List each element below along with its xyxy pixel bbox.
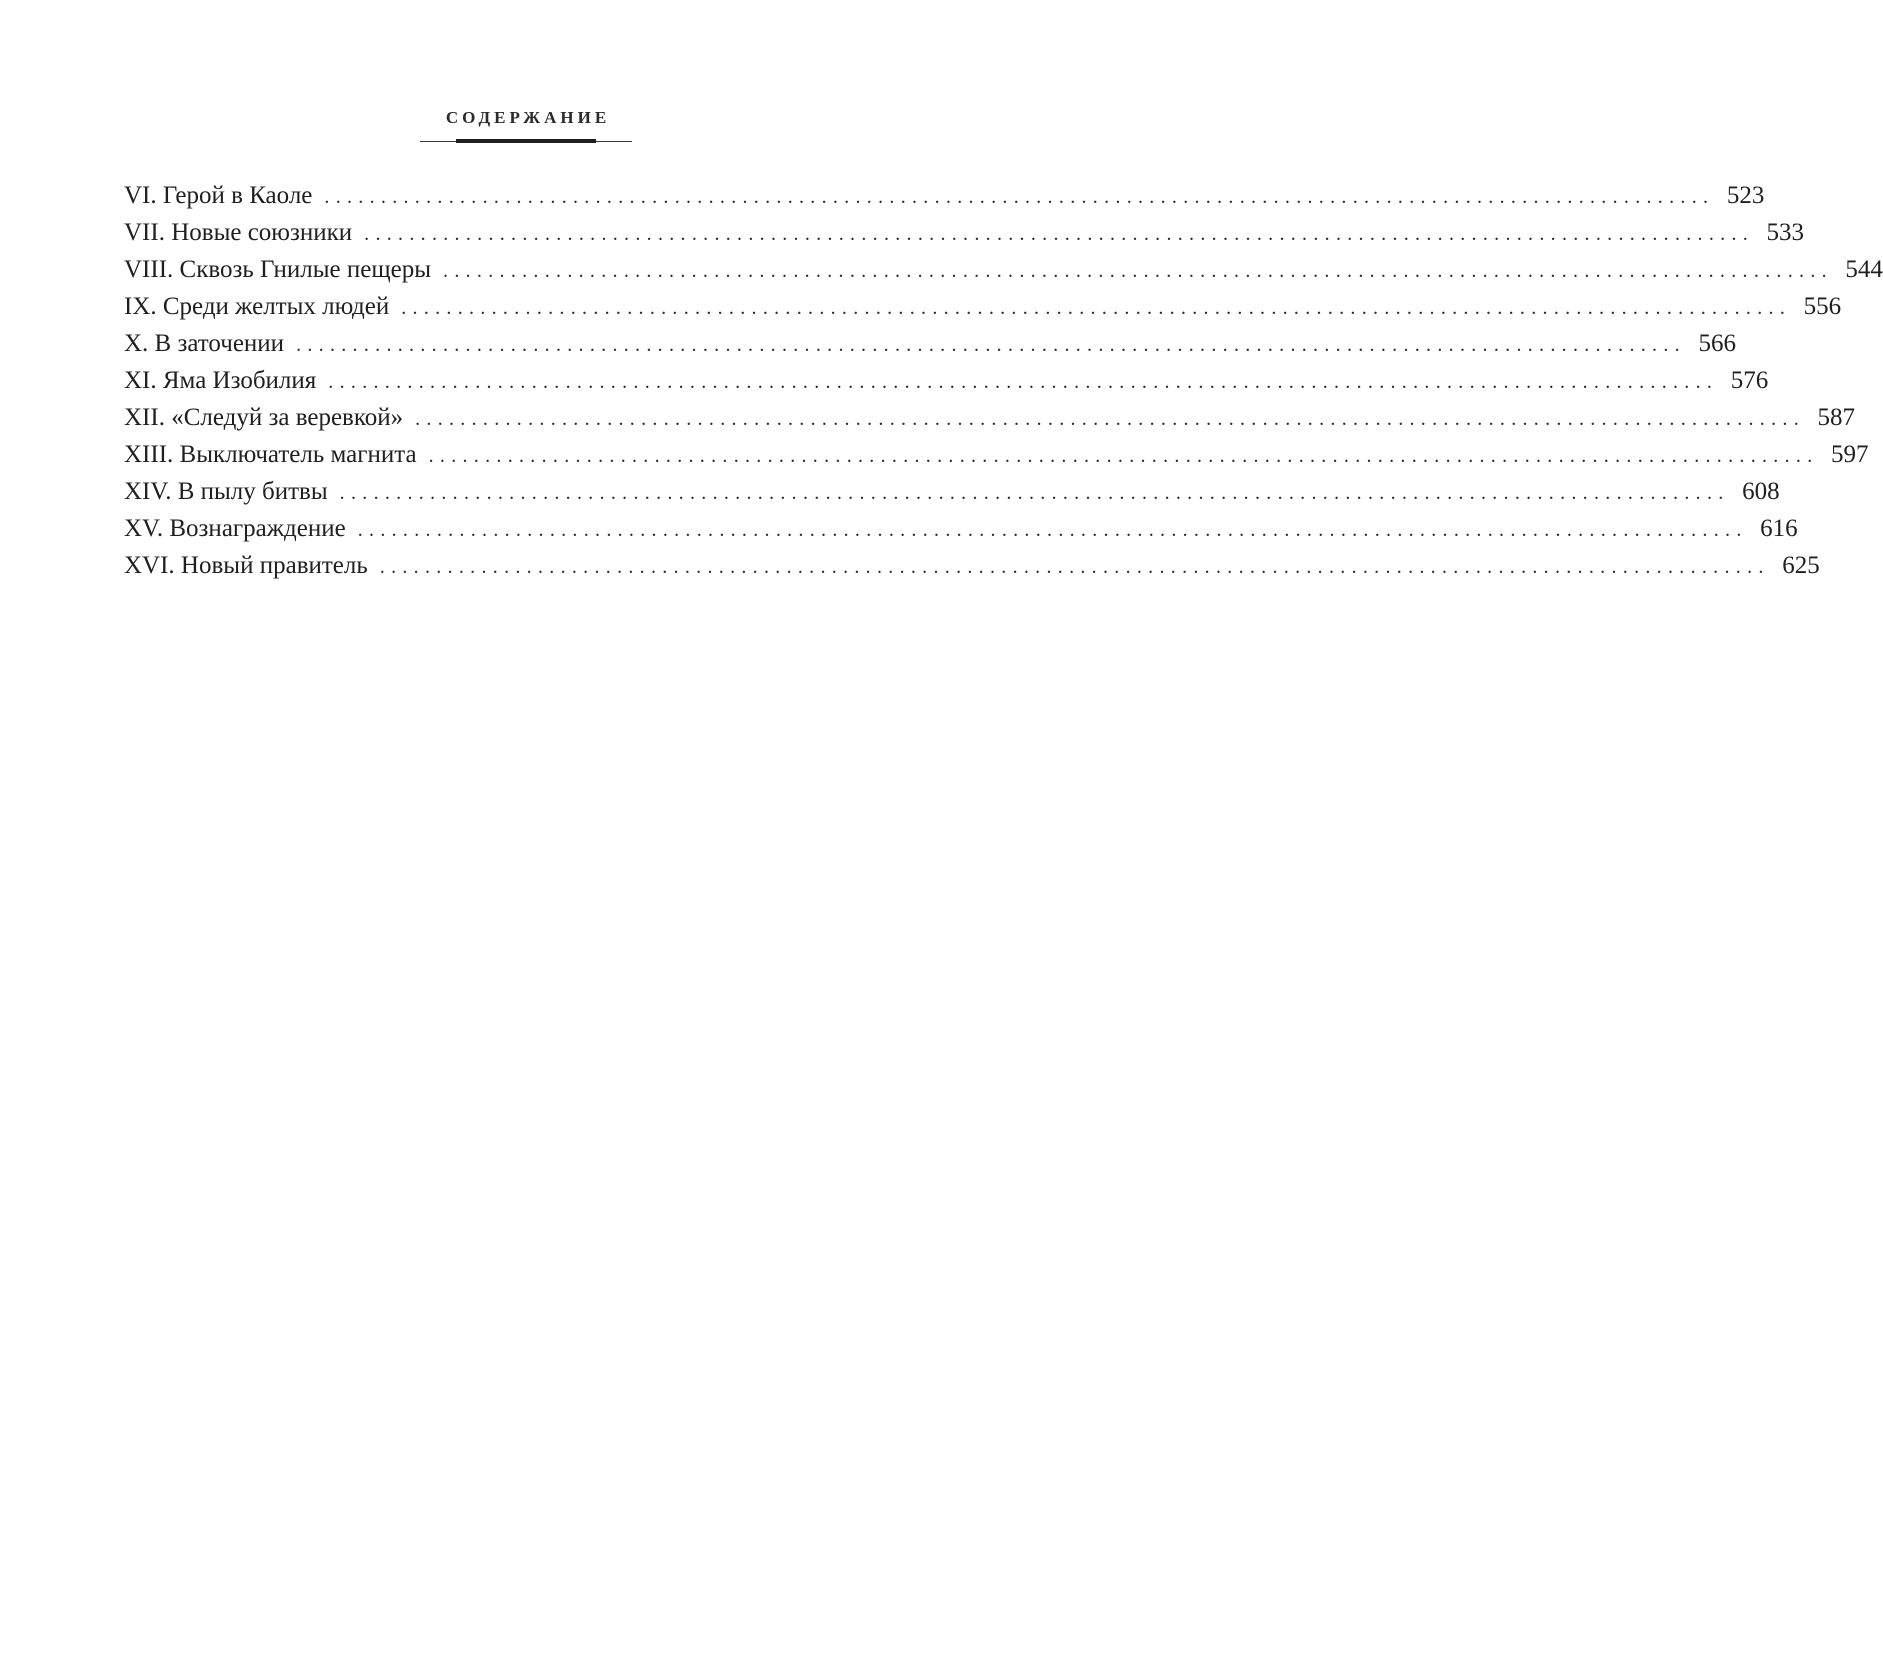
toc-entry-title: XII. «Следуй за веревкой» (124, 404, 404, 431)
toc-entry-title: XIII. Выключатель магнита (124, 441, 417, 468)
toc-entry-page: 566 (1698, 330, 1736, 357)
toc-entry-title: XV. Вознаграждение (124, 515, 346, 542)
toc-entry-page: 556 (1803, 293, 1842, 320)
toc-entry (124, 288, 1842, 325)
title-rule-thick-line (456, 139, 596, 143)
toc-entry-title: XIV. В пылу битвы (124, 478, 328, 505)
toc-dot-leader: ........................................................................................................................... (401, 297, 1792, 319)
toc-entry-title: VII. Новые союзники (124, 219, 353, 246)
toc-dot-leader: ........................................................................................................................... (379, 556, 1770, 578)
toc-entry-title: X. В заточении (124, 330, 285, 357)
toc-entry-title: XVI. Новый правитель (124, 552, 368, 579)
toc-dot-leader: ........................................................................................................................... (296, 334, 1686, 356)
toc-entry-page: 576 (1730, 367, 1769, 394)
toc-entry (124, 547, 1820, 584)
toc-entry-title: VIII. Сквозь Гнилые пещеры (124, 256, 432, 283)
toc-dot-leader: ........................................................................................................................... (357, 519, 1748, 541)
page-header (420, 108, 632, 144)
toc-dot-leader: ........................................................................................................................... (364, 223, 1755, 245)
toc-entry-page: 616 (1760, 515, 1798, 542)
toc-entry (124, 251, 1883, 288)
toc-entry-page: 587 (1817, 404, 1856, 431)
toc-entry-title: XI. Яма Изобилия (124, 367, 317, 394)
toc-entry-page: 625 (1782, 552, 1820, 579)
toc-dot-leader: ........................................................................................................................... (415, 408, 1806, 430)
title-rule (420, 139, 632, 144)
toc-dot-leader: ........................................................................................................................... (443, 260, 1833, 282)
toc-entry (124, 399, 1856, 436)
toc-entry-page: 533 (1766, 219, 1805, 246)
toc-entry-page: 544 (1845, 256, 1883, 283)
toc-entry (124, 510, 1798, 547)
running-title: СОДЕРЖАНИЕ (445, 108, 611, 127)
toc-entry-page: 608 (1742, 478, 1780, 505)
toc-entry (124, 362, 1769, 399)
toc-dot-leader: ........................................................................................................................... (339, 482, 1730, 504)
toc-dot-leader: ........................................................................................................................... (324, 186, 1715, 208)
toc-entry-title: IX. Среди желтых людей (124, 293, 390, 320)
toc-entry (124, 214, 1805, 251)
toc-dot-leader: ........................................................................................................................... (328, 371, 1719, 393)
toc-entry-page: 523 (1726, 182, 1765, 209)
toc-entry (124, 473, 1780, 510)
toc-entry (124, 177, 1765, 214)
toc-entry-page: 597 (1831, 441, 1869, 468)
table-of-contents (124, 177, 1883, 584)
toc-entry (124, 325, 1736, 362)
toc-dot-leader: ........................................................................................................................... (428, 445, 1819, 467)
toc-entry (124, 436, 1869, 473)
toc-entry-title: VI. Герой в Каоле (124, 182, 313, 209)
